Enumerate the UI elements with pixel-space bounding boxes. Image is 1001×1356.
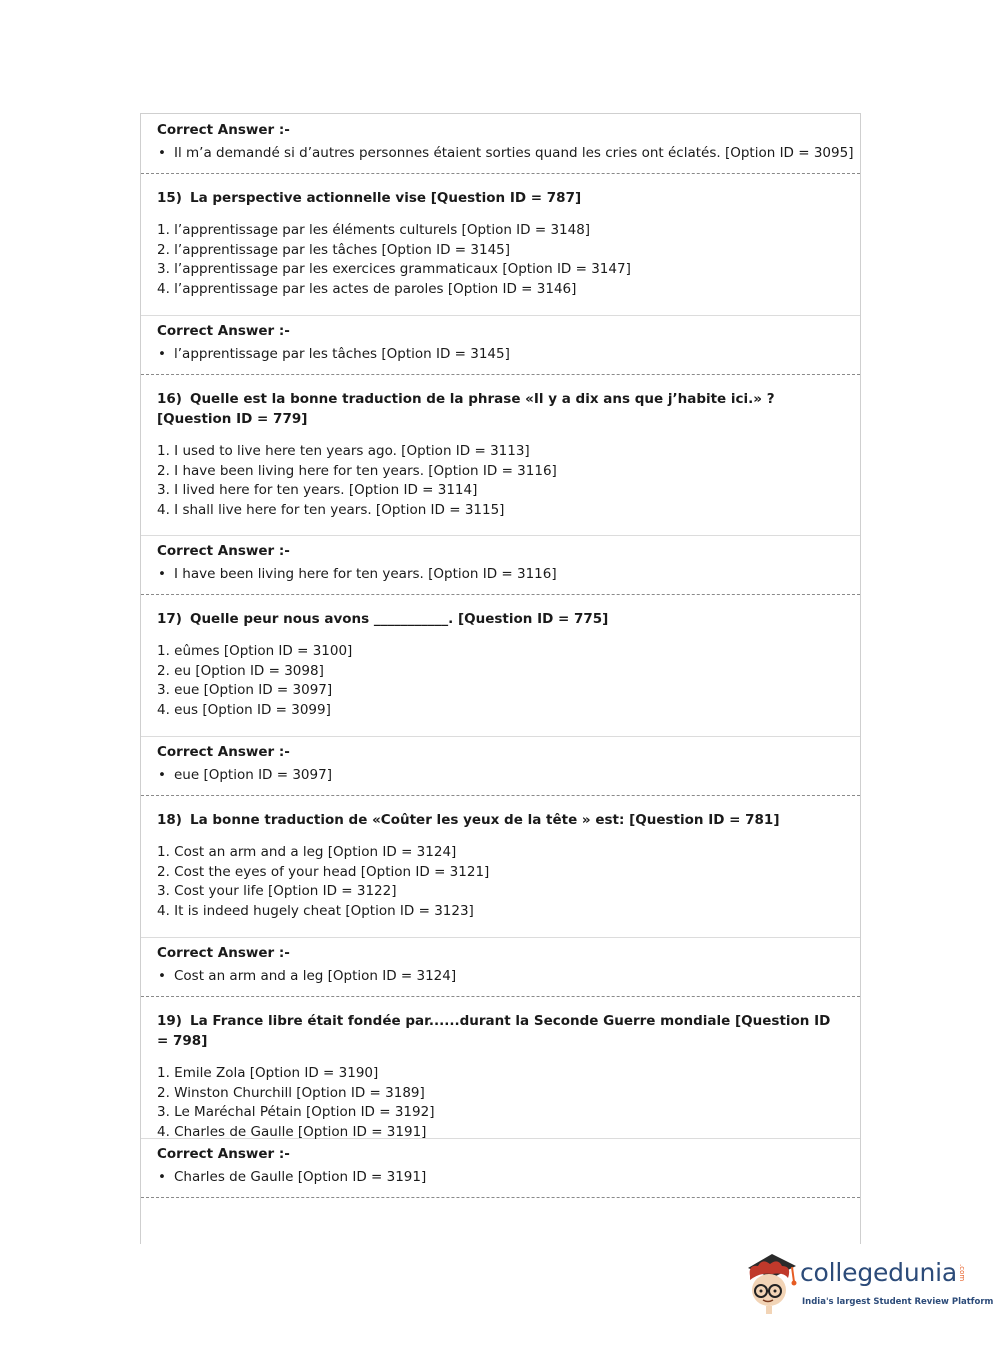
question-title <box>157 810 844 830</box>
question-number: 15) <box>157 190 182 206</box>
question-block-17 <box>141 609 860 737</box>
question-title <box>157 1011 844 1051</box>
question-number: 17) <box>157 611 182 627</box>
bullet-icon: • <box>158 968 166 984</box>
correct-answer-title: Correct Answer :- <box>157 744 290 760</box>
correct-answer-item <box>157 766 844 784</box>
answer-block-18 <box>141 944 860 997</box>
bullet-icon: • <box>158 145 166 161</box>
correct-answer-title: Correct Answer :- <box>157 543 290 559</box>
correct-answer-text: eue [Option ID = 3097] <box>174 767 332 783</box>
option-item: 1. I used to live here ten years ago. [Option ID = 3113] <box>157 443 530 459</box>
option-item: 4. It is indeed hugely cheat [Option ID = 3123] <box>157 902 474 919</box>
options-list <box>157 843 844 921</box>
question-title <box>157 609 844 629</box>
option-item: 4. Charles de Gaulle [Option ID = 3191] <box>157 1123 427 1140</box>
logo-name: collegedunia <box>800 1258 957 1287</box>
correct-answer-item <box>157 345 844 363</box>
question-title <box>157 389 844 429</box>
option-item: 3. Le Maréchal Pétain [Option ID = 3192] <box>157 1104 435 1121</box>
question-number: 19) <box>157 1013 182 1029</box>
logo-tagline: India's largest Student Review Platform <box>802 1297 994 1307</box>
option-item: 3. l’apprentissage par les exercices grammaticaux [Option ID = 3147] <box>157 261 631 278</box>
option-item: 3. Cost your life [Option ID = 3122] <box>157 883 397 900</box>
correct-answer-title: Correct Answer :- <box>157 323 290 339</box>
option-item: 4. I shall live here for ten years. [Option ID = 3115] <box>157 501 505 518</box>
correct-answer-title: Correct Answer :- <box>157 945 290 961</box>
options-list <box>157 221 844 299</box>
question-block-15 <box>141 188 860 316</box>
bullet-icon: • <box>158 566 166 582</box>
option-item: 2. eu [Option ID = 3098] <box>157 662 324 679</box>
answer-block-16 <box>141 542 860 595</box>
answer-block-17 <box>141 743 860 796</box>
question-block-18 <box>141 810 860 938</box>
correct-answer-text: Charles de Gaulle [Option ID = 3191] <box>174 1169 427 1185</box>
question-text: Quelle peur nous avons ___________. [Question ID = 775] <box>189 611 609 627</box>
options-list <box>157 1064 844 1142</box>
answer-block-19 <box>141 1145 860 1198</box>
option-item: 2. Winston Churchill [Option ID = 3189] <box>157 1084 425 1101</box>
collegedunia-logo[interactable] <box>742 1250 994 1320</box>
answer-block-14 <box>141 121 860 174</box>
option-item: 4. eus [Option ID = 3099] <box>157 701 331 718</box>
correct-answer-item <box>157 144 854 162</box>
question-title <box>157 188 844 208</box>
mascot-icon <box>742 1250 800 1316</box>
question-paper-frame <box>140 113 861 1244</box>
options-list <box>157 442 844 520</box>
question-number: 16) <box>157 391 182 407</box>
option-item: 3. I lived here for ten years. [Option ID = 3114] <box>157 482 478 499</box>
option-item: 1. Cost an arm and a leg [Option ID = 3124] <box>157 844 457 860</box>
correct-answer-text: Il m’a demandé si d’autres personnes étaient sorties quand les cries ont éclatés. [Option ID = 3095] <box>174 145 854 161</box>
correct-answer-item <box>157 1168 844 1186</box>
question-text: La bonne traduction de «Coûter les yeux de la tête » est: [Question ID = 781] <box>189 812 780 828</box>
option-item: 1. l’apprentissage par les éléments culturels [Option ID = 3148] <box>157 222 591 238</box>
option-item: 1. eûmes [Option ID = 3100] <box>157 643 353 659</box>
correct-answer-text: I have been living here for ten years. [Option ID = 3116] <box>174 566 557 582</box>
option-item: 2. I have been living here for ten years. [Option ID = 3116] <box>157 462 557 479</box>
question-block-19 <box>141 1011 860 1139</box>
option-item: 2. Cost the eyes of your head [Option ID = 3121] <box>157 863 490 880</box>
option-item: 1. Emile Zola [Option ID = 3190] <box>157 1065 379 1081</box>
option-item: 3. eue [Option ID = 3097] <box>157 682 333 699</box>
correct-answer-title: Correct Answer :- <box>157 1146 290 1162</box>
question-text: Quelle est la bonne traduction de la phrase «Il y a dix ans que j’habite ici.» ? [Question ID = 779] <box>157 391 775 427</box>
logo-suffix: .com <box>958 1264 966 1282</box>
option-item: 4. l’apprentissage par les actes de paroles [Option ID = 3146] <box>157 280 577 297</box>
bullet-icon: • <box>158 767 166 783</box>
question-number: 18) <box>157 812 182 828</box>
question-block-16 <box>141 389 860 536</box>
correct-answer-text: l’apprentissage par les tâches [Option ID = 3145] <box>174 346 510 362</box>
answer-block-15 <box>141 322 860 375</box>
correct-answer-title: Correct Answer :- <box>157 122 290 138</box>
options-list <box>157 642 844 720</box>
option-item: 2. l’apprentissage par les tâches [Option ID = 3145] <box>157 241 511 258</box>
correct-answer-item <box>157 967 844 985</box>
question-text: La perspective actionnelle vise [Question ID = 787] <box>189 190 582 206</box>
bullet-icon: • <box>158 346 166 362</box>
bullet-icon: • <box>158 1169 166 1185</box>
question-text: La France libre était fondée par......durant la Seconde Guerre mondiale [Question ID = 798] <box>157 1013 831 1049</box>
correct-answer-item <box>157 565 844 583</box>
correct-answer-text: Cost an arm and a leg [Option ID = 3124] <box>174 968 457 984</box>
